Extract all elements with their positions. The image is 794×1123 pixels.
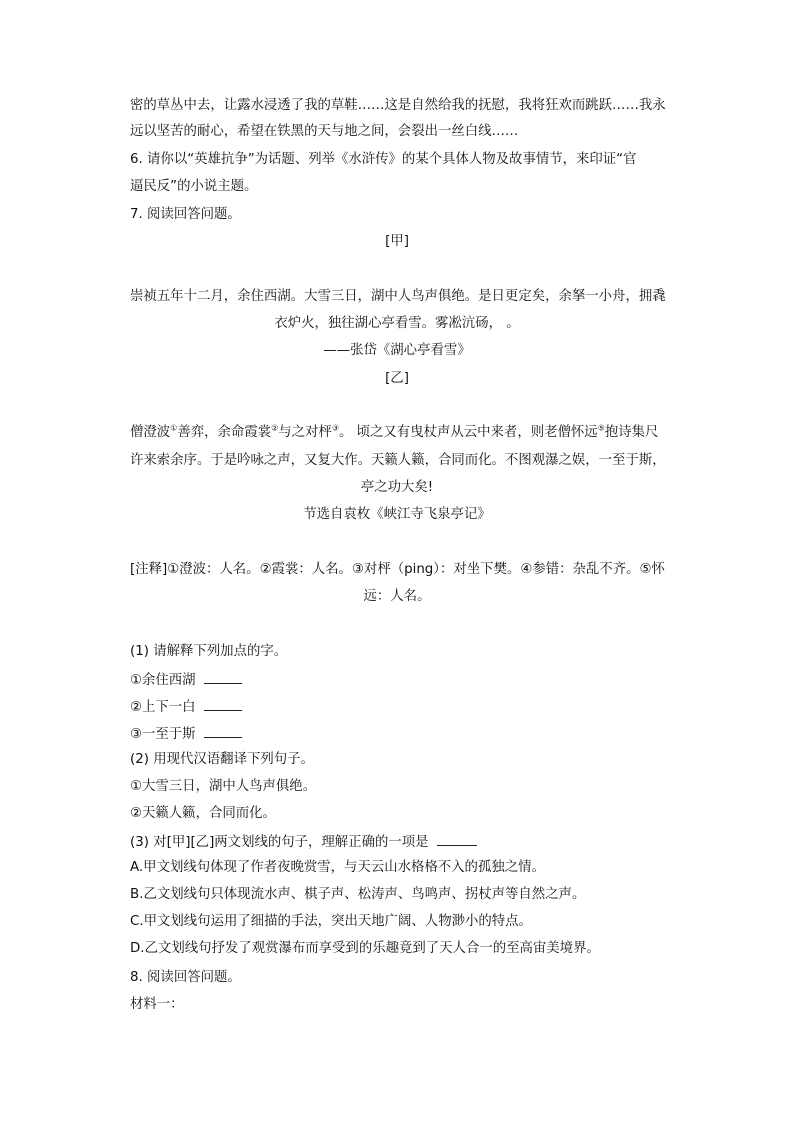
- passage-yi-source: 节选自袁枚《峡江寺飞泉亭记》: [303, 507, 491, 522]
- footnote-marker-2: ②: [271, 423, 279, 433]
- passage-yi-line-2: 许来索余序。于是吟咏之声，又复大作。天籁人籁，合同而化。不图观瀑之娱，一至于斯，: [130, 453, 666, 468]
- passage-jia-source: ——张岱《湖心亭看雪》: [323, 343, 471, 358]
- material-one-label: 材料一：: [130, 997, 184, 1012]
- answer-blank[interactable]: [204, 669, 242, 684]
- footnote-marker-5: ⑤: [597, 423, 605, 433]
- footnote-marker-1: ①: [170, 423, 178, 433]
- option-d: D.乙文划线句抒发了观赏瀑布而享受到的乐趣竟到了天人合一的至高宙美境界。: [130, 941, 600, 956]
- question-7-title: 7. 阅读回答问题。: [130, 207, 241, 222]
- answer-blank[interactable]: [204, 723, 242, 738]
- option-b: B.乙文划线句只体现流水声、棋子声、松涛声、鸟鸣声、拐杖声等自然之声。: [130, 887, 586, 902]
- sub-question-1-item-3: ③一至于斯: [130, 723, 242, 745]
- passage-yi-line-3: 亭之功大矣!: [360, 480, 434, 495]
- passage-tail-line-1: 密的草丛中去，让露水浸透了我的草鞋……这是自然给我的抚慰，我将狂欢而跳跃……我永: [130, 98, 666, 113]
- passage-yi-label: [乙]: [385, 371, 409, 386]
- passage-yi-line-1: 僧澄波①善弈，余命霞裳②与之对枰③。 顷之又有曳杖声从云中来者，则老僧怀远⑤抱诗集尺: [130, 423, 659, 440]
- passage-jia-label: [甲]: [385, 234, 409, 249]
- answer-blank[interactable]: [204, 696, 242, 711]
- sub-question-1-item-2: ②上下一白: [130, 696, 242, 718]
- sub-question-2-prompt: (2) 用现代汉语翻译下列句子。: [130, 752, 314, 767]
- option-a: A.甲文划线句体现了作者夜晚赏雪，与天云山水格格不入的孤独之情。: [130, 860, 545, 875]
- question-6-line-1: 6. 请你以“英雄抗争”为话题、列举《水浒传》的某个具体人物及故事情节，来印证“官: [130, 152, 637, 167]
- question-6-line-2: 逼民反”的小说主题。: [130, 179, 258, 194]
- sub-question-2-item-1: ①大雪三日，湖中人鸟声俱绝。: [130, 779, 317, 794]
- sub-question-1-item-1: ①余住西湖: [130, 669, 242, 691]
- question-8-title: 8. 阅读回答问题。: [130, 970, 241, 985]
- passage-jia-line-1: 崇祯五年十二月，余住西湖。大雪三日，湖中人鸟声俱绝。是日更定矣，余拏一小舟，拥毳: [130, 289, 666, 304]
- answer-blank[interactable]: [437, 831, 477, 846]
- passage-tail-line-2: 远以坚苦的耐心，希望在铁黑的天与地之间，会裂出一丝白线……: [130, 124, 519, 139]
- passage-jia-line-2: 衣炉火，独往湖心亭看雪。雾凇沆砀， 。: [274, 316, 520, 331]
- sub-question-1-prompt: (1) 请解释下列加点的字。: [130, 644, 288, 659]
- sub-question-2-item-2: ②天籁人籁，合同而化。: [130, 806, 276, 821]
- sub-question-3-prompt: (3) 对[甲][乙]两文划线的句子，理解正确的一项是: [130, 831, 477, 853]
- footnote-marker-3: ③: [331, 423, 339, 433]
- option-c: C.甲文划线句运用了细描的手法，突出天地广阔、人物渺小的特点。: [130, 914, 532, 929]
- notes-line-1: [注释]①澄波：人名。②霞裳：人名。③对枰（ping）：对坐下樊。④参错：杂乱不齐。⑤怀: [130, 562, 665, 577]
- notes-line-2: 远：人名。: [363, 589, 431, 604]
